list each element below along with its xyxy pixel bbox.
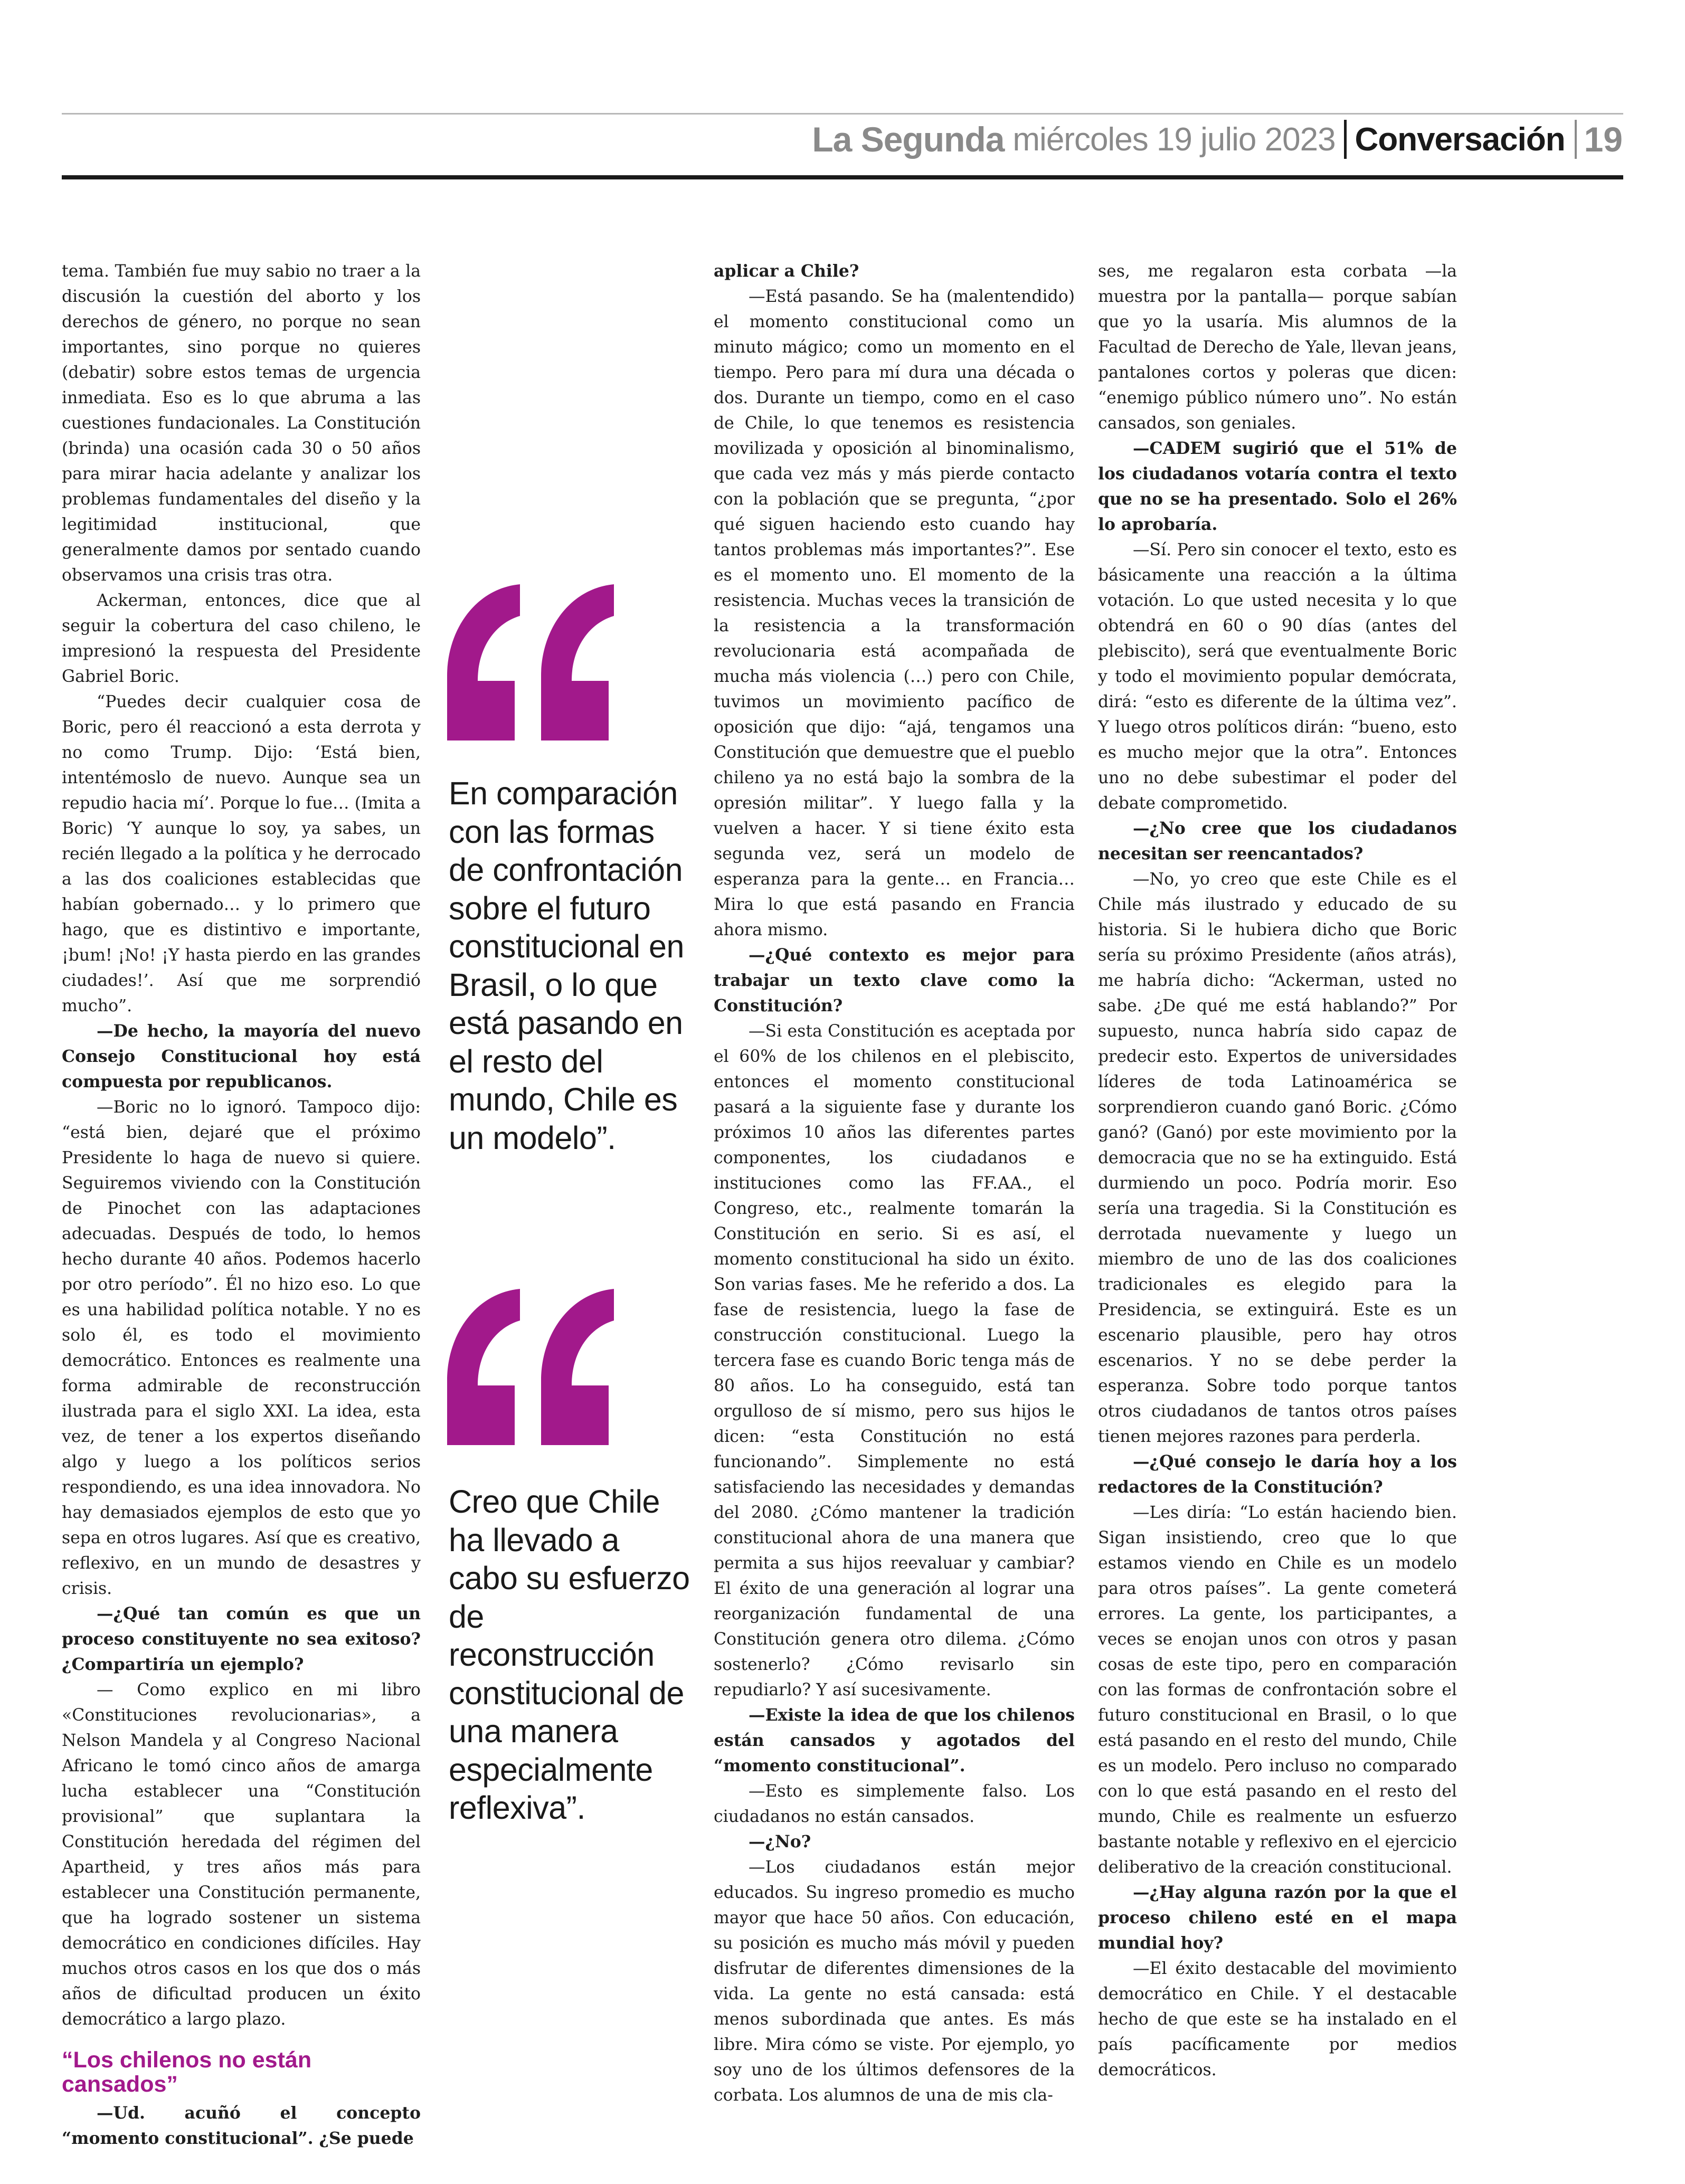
header-divider	[1344, 120, 1347, 159]
interview-question: —¿No?	[749, 1832, 811, 1851]
section-name: Conversación	[1355, 121, 1565, 158]
paragraph: —No, yo creo que este Chile es el Chile más ilustrado y educado de su historia. Si le hubiera dicho que Boric sería su próximo Presidente (años atrás), me habría dicho: “Ackerman, usted no sabe. ¿De qué me está hablando?” Por supuesto, nunca habría sido capaz de predecir esto. Expertos de universidades líderes de toda Latinoamérica se sorprendieron cuando ganó Boric. ¿Cómo ganó? (Ganó) por este movimiento por la democracia que no se ha extinguido. Está durmiendo un poco. Podría morir. Eso sería una tragedia. Si la Constitución es derrotada nuevamente y luego un miembro de uno de las dos coaliciones tradicionales es elegido para la Presidencia, se extinguirá. Este es un escenario plausible, pero hay otros escenarios. Y no se debe perder la esperanza. Sobre todo porque tantos otros ciudadanos de tantos otros países tienen mejores razones para perderla.	[1098, 870, 1457, 1446]
paragraph: —Esto es simplemente falso. Los ciudadanos no están cansados.	[714, 1782, 1075, 1826]
interview-question: —¿Qué contexto es mejor para trabajar un texto clave como la Constitución?	[714, 945, 1075, 1015]
paragraph: —Les diría: “Lo están haciendo bien. Sigan insistiendo, creo que lo que estamos viendo en Chile es un modelo para otros países”. La gente cometerá errores. La gente, los participantes, a veces se enojan unos con otros y pasan cosas de este tipo, pero en comparación con las formas de confrontación sobre el futuro constitucional en Brasil, o lo que está pasando en el resto del mundo, Chile es un modelo. Pero incluso no comparado con lo que está pasando en el resto del mundo, Chile es realmente un esfuerzo bastante notable y reflexivo en el ejercicio deliberativo de la creación constitucional.	[1098, 1503, 1457, 1877]
paragraph: —Los ciudadanos están mejor educados. Su ingreso promedio es mucho mayor que hace 50 años. Con educación, su posición es mucho más móvil y pueden disfrutar de diferentes dimensiones de la vida. La gente no está cansada: está menos subordinada que antes. Es más libre. Mira cómo se viste. Por ejemplo, yo soy uno de los últimos defensores de la corbata. Los alumnos de una de mis cla-	[714, 1858, 1075, 2105]
interview-question: —CADEM sugirió que el 51% de los ciudadanos votaría contra el texto que no se ha presentado. Solo el 26% lo aprobaría.	[1098, 439, 1457, 534]
left-double-quote-icon	[446, 1288, 626, 1446]
interview-question: —Existe la idea de que los chilenos están cansados y agotados del “momento constitucional”.	[714, 1705, 1075, 1775]
pull-quote: Creo que Chile ha llevado a cabo su esfuerzo de reconstrucción constitucional de una manera especialmente reflexiva”.	[449, 1484, 690, 1826]
page-header	[812, 117, 1623, 162]
header-divider	[1575, 120, 1577, 159]
article-column-2	[714, 259, 1075, 2108]
interview-question: —¿Qué consejo le daría hoy a los redactores de la Constitución?	[1098, 1452, 1457, 1497]
interview-question: —Ud. acuñó el concepto “momento constitucional”. ¿Se puede	[62, 2103, 421, 2148]
paragraph: “Puedes decir cualquier cosa de Boric, pero él reaccionó a esta derrota y no como Trump. Dijo: ‘Está bien, intentémoslo de nuevo. Aunque sea un repudio hacia mí’. Porque lo fue… (Imita a Boric) ‘Y aunque lo soy, ya sabes, un recién llegado a la política y he derrocado a las dos coaliciones establecidas que habían gobernado… y lo primero que hago, que es distintivo e importante, ¡bum! ¡No! ¡Y hasta pierdo en las grandes ciudades!’. Así que me sorprendió mucho”.	[62, 692, 421, 1015]
pull-quote: En comparación con las formas de confrontación sobre el futuro constitucional en Brasil, o lo que está pasando en el resto del mundo, Chile es un modelo”.	[449, 775, 684, 1156]
interview-question: aplicar a Chile?	[714, 261, 859, 281]
paragraph: —Boric no lo ignoró. Tampoco dijo: “está bien, dejaré que el próximo Presidente lo haga de nuevo si quiere. Seguiremos viviendo con la Constitución de Pinochet con las adaptaciones adecuadas. Después de todo, lo hemos hecho durante 40 años. Podemos hacerlo por otro período”. Él no hizo eso. Lo que es una habilidad política notable. Y no es solo él, es todo el movimiento democrático. Entonces es realmente una forma admirable de reconstrucción ilustrada para el siglo XXI. La idea, esta vez, de tener a los expertos diseñando algo y luego a los políticos serios respondiendo, es una idea innovadora. No hay demasiados ejemplos de esto que yo sepa en otros lugares. Así que es creativo, reflexivo, en un mundo de desastres y crisis.	[62, 1098, 421, 1598]
article-column-1	[62, 259, 421, 2151]
paragraph: —Sí. Pero sin conocer el texto, esto es básicamente una reacción a la última votación. Lo que usted necesita y lo que obtendrá en 60 o 90 días (antes del plebiscito), será que eventualmente Boric y todo el movimiento popular demócrata, dirá: “esto es diferente de la última vez”. Y luego otros políticos dirán: “bueno, esto es mucho mejor que la otra”. Entonces uno no debe subestimar el poder del debate comprometido.	[1098, 540, 1457, 813]
left-double-quote-icon	[446, 583, 626, 742]
header-rule	[62, 175, 1623, 179]
paragraph: —El éxito destacable del movimiento democrático en Chile. Y el destacable hecho de que este se ha instalado en el país pacíficamente por medios democráticos.	[1098, 1959, 1457, 2079]
paragraph: — Como explico en mi libro «Constituciones revolucionarias», a Nelson Mandela y al Congreso Nacional Africano le tomó cinco años de amarga lucha establecer una “Constitución provisional” que suplantara la Constitución heredada del régimen del Apartheid, y tres años más para establecer una Constitución permanente, que ha logrado sostener un sistema democrático en condiciones difíciles. Hay muchos otros casos en los que dos o más años de dificultad producen un éxito democrático a largo plazo.	[62, 1680, 421, 2029]
paragraph: —Si esta Constitución es aceptada por el 60% de los chilenos en el plebiscito, entonces el momento constitucional pasará a la siguiente fase y durante los próximos 10 años las diferentes partes componentes, los ciudadanos e instituciones como las FF.AA., el Congreso, etc., realmente tomarán la Constitución en serio. Si es así, el momento constitucional ha sido un éxito. Son varias fases. Me he referido a dos. La fase de resistencia, luego la fase de construcción constitucional. Luego la tercera fase es cuando Boric tenga más de 80 años. Lo ha conseguido, está tan orgulloso de sí mismo, pero sus hijos le dicen: “esta Constitución no está funcionando”. Simplemente no está satisfaciendo las necesidades y demandas del 2080. ¿Cómo mantener la tradición constitucional ahora de una manera que permita a sus hijos reevaluar y cambiar? El éxito de una generación al lograr una reorganización fundamental de una Constitución genera otro dilema. ¿Cómo sostenerlo? ¿Cómo revisarlo sin repudiarlo? Y así sucesivamente.	[714, 1022, 1075, 1699]
publication-name: La Segunda	[812, 120, 1005, 159]
page-number: 19	[1584, 120, 1623, 159]
issue-date: miércoles 19 julio 2023	[1012, 121, 1336, 158]
subheading: “Los chilenos no están cansados”	[62, 2047, 312, 2097]
interview-question: —¿Qué tan común es que un proceso constituyente no sea exitoso? ¿Compartiría un ejemplo?	[62, 1604, 421, 1674]
interview-question: —¿Hay alguna razón por la que el proceso chileno esté en el mapa mundial hoy?	[1098, 1883, 1457, 1953]
paragraph: Ackerman, entonces, dice que al seguir la cobertura del caso chileno, le impresionó la respuesta del Presidente Gabriel Boric.	[62, 591, 421, 686]
interview-question: —De hecho, la mayoría del nuevo Consejo Constitucional hoy está compuesta por republicanos.	[62, 1021, 421, 1091]
paragraph: —Está pasando. Se ha (malentendido) el momento constitucional como un minuto mágico; como un momento en el tiempo. Pero para mí dura una década o dos. Durante un tiempo, como en el caso de Chile, lo que tenemos es resistencia movilizada y oposición al binominalismo, que cada vez más y más pierde contacto con la población que se pregunta, “¿por qué siguen haciendo esto cuando hay tantos problemas más importantes?”. Ese es el momento uno. El momento de la resistencia. Muchas veces la transición de la resistencia a la transformación revolucionaria está acompañada de mucha más violencia (…) pero con Chile, tuvimos un movimiento pacífico de oposición que dijo: “ajá, tengamos una Constitución que demuestre que el pueblo chileno ya no está bajo la sombra de la opresión militar”. Y luego falla y la vuelven a hacer. Y si tiene éxito esta segunda vez, será un modelo de esperanza para la gente… en Francia… Mira lo que está pasando en Francia ahora mismo.	[714, 287, 1075, 939]
paragraph: tema. También fue muy sabio no traer a la discusión la cuestión del aborto y los derechos de género, no porque no sean importantes, sino porque no quieres (debatir) sobre estos temas de urgencia inmediata. Eso es lo que abruma a las cuestiones fundacionales. La Constitución (brinda) una ocasión cada 30 o 50 años para mirar hacia adelante y analizar los problemas fundamentales del diseño y la legitimidad institucional, que generalmente damos por sentado cuando observamos una crisis tras otra.	[62, 262, 421, 585]
top-rule	[62, 113, 1623, 115]
article-column-3	[1098, 259, 1457, 2083]
interview-question: —¿No cree que los ciudadanos necesitan ser reencantados?	[1098, 819, 1457, 863]
paragraph: ses, me regalaron esta corbata —la muestra por la pantalla— porque sabían que yo la usaría. Mis alumnos de la Facultad de Derecho de Yale, llevan jeans, pantalones cortos y poleras que dicen: “enemigo público número uno”. No están cansados, son geniales.	[1098, 262, 1457, 433]
